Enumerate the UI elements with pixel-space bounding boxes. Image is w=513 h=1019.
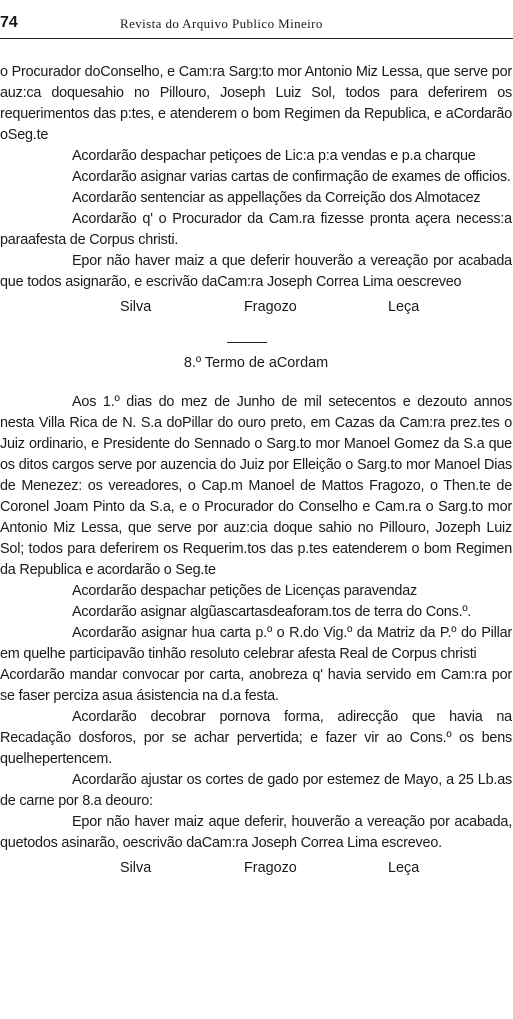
signature: Silva (120, 860, 152, 876)
paragraph: Acordarão asignar algũascartasdeaforam.tos de terra do Cons.º. (72, 604, 472, 620)
paragraph: Acordarão despachar petições de Licenças paravendaz (72, 583, 417, 599)
signature: Silva (120, 299, 152, 315)
paragraph: Acordarão asignar hua carta p.º o R.do Vig.º da Matriz da P.º do Pillar em quelhe participavão tinhão resoluto celebrar afesta Real de Corpus christi (0, 625, 512, 662)
page-number: 74 (0, 14, 18, 31)
paragraph: Acordarão asignar varias cartas de confirmação de exames de officios. (72, 169, 511, 185)
signature: Fragozo (244, 860, 297, 876)
paragraph: Acordarão sentenciar as appellações da Correição dos Almotacez (72, 190, 481, 206)
paragraph: Acordarão despachar petiçoes de Lic:a p:a vendas e p.a charque (72, 148, 476, 164)
paragraph: Epor não haver maiz aque deferir, houverão a vereação por acabada, quetodos asinarão, oescrivão daCam:ra Joseph Correa Lima escreveo. (0, 814, 512, 851)
header-rule (0, 38, 513, 39)
paragraph: Epor não haver maiz a que deferir houverão a vereação por acabada que todos asignarão, e escrivão daCam:ra Joseph Correa Lima oescreveo (0, 253, 512, 290)
section-divider (227, 342, 267, 343)
signature-line (0, 854, 512, 883)
signature: Leça (388, 860, 420, 876)
paragraph: Acordarão q' o Procurador da Cam.ra fizesse pronta açera necess:a paraafesta de Corpus christi. (0, 211, 512, 248)
signature: Fragozo (244, 299, 297, 315)
signature-line (0, 293, 512, 322)
signature: Leça (388, 299, 420, 315)
document-body (0, 62, 512, 883)
paragraph: Aos 1.º dias do mez de Junho de mil setecentos e dezouto annos nesta Villa Rica de N. S.a doPillar do ouro preto, em Cazas da Cam:ra prez.tes o Juiz ordinario, e Presidente do Sennado o Sarg.to mor Manoel Gomez da S.a que os ditos cargos serve por auzencia do Juiz por Elleição o Sarg.to mor Manoel Dias de Menezez: os vereadores, o Cap.m Manoel de Mattos Fragozo, o Then.te de Coronel Joam Pinto da S.a, e o Procurador do Conselho e Cam.ra o Sarg.to mor Antonio Miz Lessa, que serve por auz:cia doque sahio no Pillouro, Jozeph Luiz Sol; todos para deferirem os Requerim.tos das p.tes eatenderem o bom Regimen da Republica e acordarão o Seg.te (0, 394, 512, 578)
paragraph: Acordarão ajustar os cortes de gado por estemez de Mayo, a 25 Lb.as de carne por 8.a deouro: (0, 772, 512, 809)
paragraph: Acordarão decobrar pornova forma, adirecção que havia na Recadação dosforos, por se achar pervertida; e fazer vir ao Cons.º os bens quelhepertencem. (0, 709, 512, 767)
running-head: Revista do Arquivo Publico Mineiro (120, 16, 323, 31)
paragraph: o Procurador doConselho, e Cam:ra Sarg:to mor Antonio Miz Lessa, que serve por auz:ca doquesahio no Pillouro, Joseph Luiz Sol, todos para deferirem os requerimentos das p:tes, e atenderem o bom Regimen da Republica, e aCordarão oSeg.te (0, 64, 512, 143)
section-title: 8.º Termo de aCordam (183, 355, 329, 371)
page-header (0, 14, 513, 34)
paragraph: Acordarão mandar convocar por carta, anobreza q' havia servido em Cam:ra por se faser perciza asua ásistencia na d.a festa. (0, 667, 512, 704)
